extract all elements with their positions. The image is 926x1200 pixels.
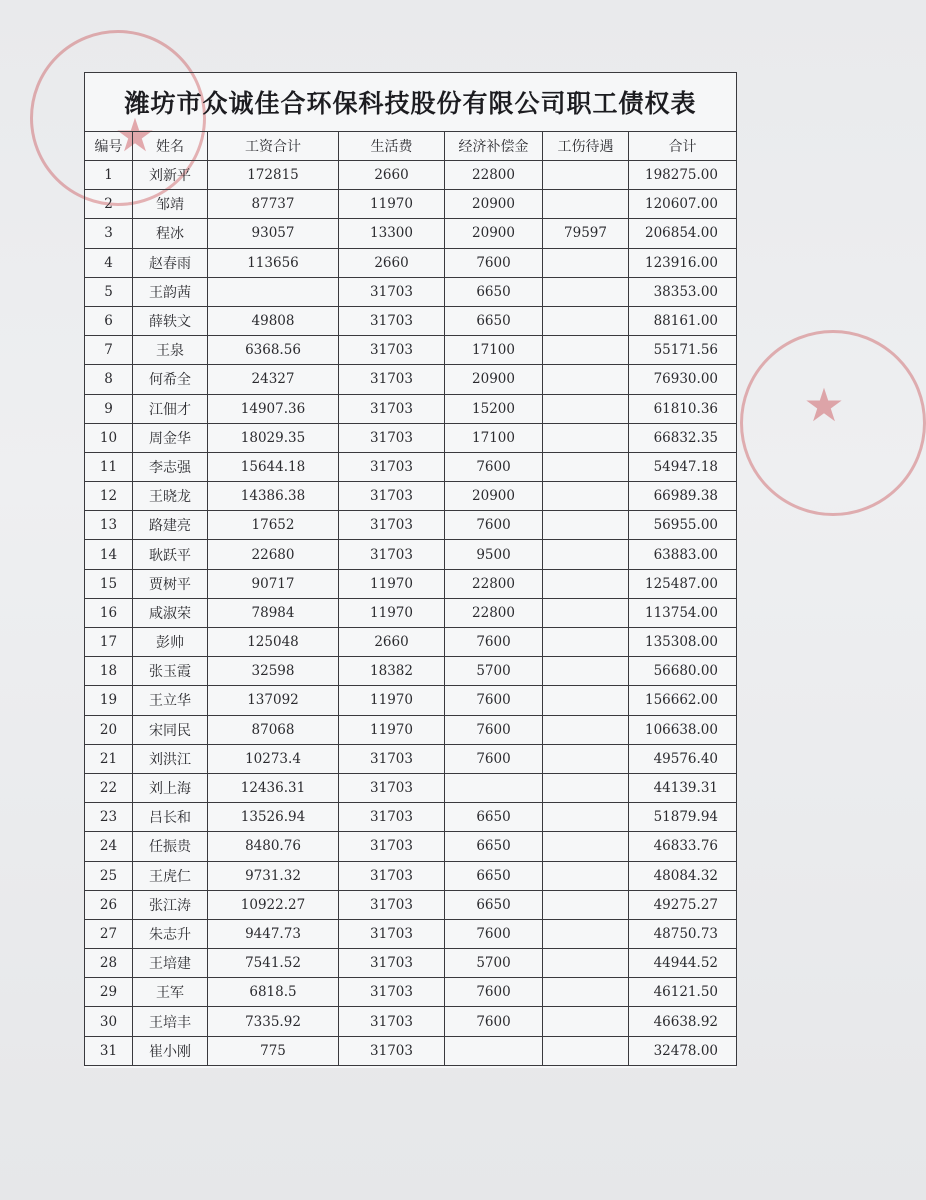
table-row — [85, 1036, 737, 1065]
table-row — [85, 540, 737, 569]
cell-injury — [543, 861, 629, 890]
cell-injury — [543, 686, 629, 715]
cell-living: 31703 — [339, 832, 445, 861]
cell-wage: 7541.52 — [208, 949, 339, 978]
cell-compensation — [445, 773, 543, 802]
cell-compensation: 22800 — [445, 569, 543, 598]
cell-wage: 10273.4 — [208, 744, 339, 773]
cell-wage: 14386.38 — [208, 482, 339, 511]
cell-injury — [543, 569, 629, 598]
table-row — [85, 569, 737, 598]
cell-total: 49275.27 — [629, 890, 737, 919]
cell-no: 25 — [85, 861, 133, 890]
company-seal-right — [740, 330, 926, 516]
cell-wage: 172815 — [208, 161, 339, 190]
cell-name: 崔小刚 — [133, 1036, 208, 1065]
cell-compensation: 7600 — [445, 452, 543, 481]
table-row — [85, 511, 737, 540]
cell-compensation: 22800 — [445, 161, 543, 190]
cell-name: 咸淑荣 — [133, 598, 208, 627]
cell-name: 王虎仁 — [133, 861, 208, 890]
cell-no: 26 — [85, 890, 133, 919]
cell-compensation: 6650 — [445, 306, 543, 335]
cell-no: 11 — [85, 452, 133, 481]
cell-compensation: 22800 — [445, 598, 543, 627]
creditor-table — [84, 72, 737, 1066]
table-row — [85, 832, 737, 861]
table-row — [85, 161, 737, 190]
cell-injury — [543, 248, 629, 277]
cell-injury — [543, 482, 629, 511]
cell-living: 31703 — [339, 1036, 445, 1065]
cell-compensation: 20900 — [445, 190, 543, 219]
cell-no: 2 — [85, 190, 133, 219]
cell-total: 106638.00 — [629, 715, 737, 744]
cell-wage: 24327 — [208, 365, 339, 394]
cell-compensation — [445, 1036, 543, 1065]
cell-injury — [543, 773, 629, 802]
star-icon: ★ — [114, 108, 156, 162]
cell-total: 198275.00 — [629, 161, 737, 190]
table-row — [85, 219, 737, 248]
cell-injury — [543, 657, 629, 686]
table-row — [85, 336, 737, 365]
cell-living: 31703 — [339, 540, 445, 569]
cell-name: 吕长和 — [133, 803, 208, 832]
cell-living: 2660 — [339, 628, 445, 657]
cell-wage: 17652 — [208, 511, 339, 540]
cell-total: 46833.76 — [629, 832, 737, 861]
cell-total: 54947.18 — [629, 452, 737, 481]
cell-living: 31703 — [339, 423, 445, 452]
cell-total: 135308.00 — [629, 628, 737, 657]
cell-compensation: 20900 — [445, 219, 543, 248]
document-title: 潍坊市众诚佳合环保科技股份有限公司职工债权表 — [85, 73, 737, 132]
cell-total: 156662.00 — [629, 686, 737, 715]
cell-no: 6 — [85, 306, 133, 335]
cell-compensation: 7600 — [445, 715, 543, 744]
cell-name: 刘洪江 — [133, 744, 208, 773]
cell-compensation: 7600 — [445, 1007, 543, 1036]
cell-injury — [543, 1007, 629, 1036]
cell-wage: 125048 — [208, 628, 339, 657]
cell-no: 20 — [85, 715, 133, 744]
table-row — [85, 949, 737, 978]
cell-living: 11970 — [339, 598, 445, 627]
cell-wage: 10922.27 — [208, 890, 339, 919]
cell-injury — [543, 161, 629, 190]
cell-no: 31 — [85, 1036, 133, 1065]
cell-name: 张玉霞 — [133, 657, 208, 686]
cell-injury — [543, 277, 629, 306]
cell-total: 88161.00 — [629, 306, 737, 335]
table-row — [85, 744, 737, 773]
header-total: 合计 — [629, 132, 737, 161]
cell-living: 2660 — [339, 248, 445, 277]
table-row — [85, 306, 737, 335]
cell-injury — [543, 190, 629, 219]
table-row — [85, 628, 737, 657]
cell-name: 王立华 — [133, 686, 208, 715]
cell-compensation: 7600 — [445, 919, 543, 948]
table-row — [85, 452, 737, 481]
cell-wage: 18029.35 — [208, 423, 339, 452]
cell-total: 56955.00 — [629, 511, 737, 540]
table-row — [85, 919, 737, 948]
cell-total: 123916.00 — [629, 248, 737, 277]
cell-living: 31703 — [339, 452, 445, 481]
cell-living: 31703 — [339, 773, 445, 802]
cell-injury — [543, 598, 629, 627]
cell-total: 66832.35 — [629, 423, 737, 452]
cell-name: 朱志升 — [133, 919, 208, 948]
cell-name: 彭帅 — [133, 628, 208, 657]
cell-living: 31703 — [339, 1007, 445, 1036]
cell-no: 8 — [85, 365, 133, 394]
cell-no: 21 — [85, 744, 133, 773]
cell-name: 宋同民 — [133, 715, 208, 744]
cell-name: 赵春雨 — [133, 248, 208, 277]
cell-compensation: 6650 — [445, 832, 543, 861]
cell-total: 48084.32 — [629, 861, 737, 890]
cell-living: 31703 — [339, 949, 445, 978]
cell-compensation: 5700 — [445, 657, 543, 686]
cell-injury — [543, 511, 629, 540]
cell-no: 17 — [85, 628, 133, 657]
cell-injury: 79597 — [543, 219, 629, 248]
cell-total: 48750.73 — [629, 919, 737, 948]
cell-wage: 90717 — [208, 569, 339, 598]
cell-total: 49576.40 — [629, 744, 737, 773]
cell-wage: 113656 — [208, 248, 339, 277]
cell-no: 23 — [85, 803, 133, 832]
cell-no: 30 — [85, 1007, 133, 1036]
cell-total: 46638.92 — [629, 1007, 737, 1036]
cell-name: 王泉 — [133, 336, 208, 365]
cell-injury — [543, 628, 629, 657]
cell-wage: 13526.94 — [208, 803, 339, 832]
cell-total: 76930.00 — [629, 365, 737, 394]
cell-no: 7 — [85, 336, 133, 365]
cell-no: 19 — [85, 686, 133, 715]
cell-name: 路建亮 — [133, 511, 208, 540]
cell-injury — [543, 803, 629, 832]
cell-wage: 6818.5 — [208, 978, 339, 1007]
cell-total: 66989.38 — [629, 482, 737, 511]
cell-compensation: 20900 — [445, 365, 543, 394]
cell-injury — [543, 890, 629, 919]
cell-living: 2660 — [339, 161, 445, 190]
cell-total: 44139.31 — [629, 773, 737, 802]
cell-name: 耿跃平 — [133, 540, 208, 569]
cell-wage: 6368.56 — [208, 336, 339, 365]
table-row — [85, 803, 737, 832]
cell-wage: 137092 — [208, 686, 339, 715]
header-wage: 工资合计 — [208, 132, 339, 161]
cell-wage: 7335.92 — [208, 1007, 339, 1036]
cell-living: 31703 — [339, 306, 445, 335]
cell-compensation: 7600 — [445, 511, 543, 540]
header-no: 编号 — [85, 132, 133, 161]
cell-wage: 9447.73 — [208, 919, 339, 948]
cell-wage: 49808 — [208, 306, 339, 335]
header-row — [85, 132, 737, 161]
cell-wage: 93057 — [208, 219, 339, 248]
cell-living: 31703 — [339, 744, 445, 773]
cell-injury — [543, 423, 629, 452]
cell-wage: 87068 — [208, 715, 339, 744]
cell-name: 张江涛 — [133, 890, 208, 919]
cell-living: 31703 — [339, 978, 445, 1007]
cell-injury — [543, 978, 629, 1007]
cell-injury — [543, 715, 629, 744]
table-row — [85, 190, 737, 219]
cell-compensation: 7600 — [445, 744, 543, 773]
cell-wage: 14907.36 — [208, 394, 339, 423]
cell-no: 14 — [85, 540, 133, 569]
cell-wage: 775 — [208, 1036, 339, 1065]
cell-injury — [543, 540, 629, 569]
cell-total: 61810.36 — [629, 394, 737, 423]
cell-no: 9 — [85, 394, 133, 423]
cell-name: 邹靖 — [133, 190, 208, 219]
cell-no: 16 — [85, 598, 133, 627]
table-row — [85, 978, 737, 1007]
cell-no: 13 — [85, 511, 133, 540]
cell-no: 28 — [85, 949, 133, 978]
cell-wage: 32598 — [208, 657, 339, 686]
cell-injury — [543, 336, 629, 365]
cell-name: 王军 — [133, 978, 208, 1007]
cell-wage: 78984 — [208, 598, 339, 627]
cell-injury — [543, 744, 629, 773]
table-row — [85, 423, 737, 452]
cell-total: 38353.00 — [629, 277, 737, 306]
cell-name: 李志强 — [133, 452, 208, 481]
cell-compensation: 20900 — [445, 482, 543, 511]
cell-wage: 8480.76 — [208, 832, 339, 861]
table-row — [85, 277, 737, 306]
cell-compensation: 7600 — [445, 686, 543, 715]
cell-living: 18382 — [339, 657, 445, 686]
cell-total: 206854.00 — [629, 219, 737, 248]
cell-name: 贾树平 — [133, 569, 208, 598]
cell-compensation: 9500 — [445, 540, 543, 569]
cell-total: 56680.00 — [629, 657, 737, 686]
cell-wage: 9731.32 — [208, 861, 339, 890]
cell-total: 32478.00 — [629, 1036, 737, 1065]
cell-no: 27 — [85, 919, 133, 948]
cell-living: 31703 — [339, 803, 445, 832]
table-row — [85, 598, 737, 627]
cell-compensation: 7600 — [445, 628, 543, 657]
cell-no: 12 — [85, 482, 133, 511]
cell-wage: 87737 — [208, 190, 339, 219]
cell-total: 63883.00 — [629, 540, 737, 569]
cell-living: 31703 — [339, 511, 445, 540]
cell-wage: 12436.31 — [208, 773, 339, 802]
cell-total: 125487.00 — [629, 569, 737, 598]
cell-injury — [543, 365, 629, 394]
cell-name: 王晓龙 — [133, 482, 208, 511]
cell-total: 120607.00 — [629, 190, 737, 219]
cell-compensation: 17100 — [445, 336, 543, 365]
cell-no: 1 — [85, 161, 133, 190]
cell-no: 18 — [85, 657, 133, 686]
table-row — [85, 365, 737, 394]
table-row — [85, 861, 737, 890]
cell-compensation: 6650 — [445, 861, 543, 890]
cell-compensation: 5700 — [445, 949, 543, 978]
cell-living: 11970 — [339, 686, 445, 715]
table-row — [85, 248, 737, 277]
cell-living: 31703 — [339, 919, 445, 948]
cell-wage: 15644.18 — [208, 452, 339, 481]
cell-no: 4 — [85, 248, 133, 277]
cell-name: 薛轶文 — [133, 306, 208, 335]
cell-injury — [543, 919, 629, 948]
cell-injury — [543, 949, 629, 978]
cell-name: 程冰 — [133, 219, 208, 248]
cell-living: 31703 — [339, 365, 445, 394]
header-living: 生活费 — [339, 132, 445, 161]
table-row — [85, 482, 737, 511]
table-row — [85, 657, 737, 686]
cell-total: 51879.94 — [629, 803, 737, 832]
cell-name: 何希全 — [133, 365, 208, 394]
cell-total: 44944.52 — [629, 949, 737, 978]
cell-living: 31703 — [339, 890, 445, 919]
cell-living: 31703 — [339, 482, 445, 511]
cell-no: 15 — [85, 569, 133, 598]
table-row — [85, 1007, 737, 1036]
cell-living: 31703 — [339, 861, 445, 890]
table-row — [85, 686, 737, 715]
cell-no: 29 — [85, 978, 133, 1007]
cell-compensation: 6650 — [445, 890, 543, 919]
cell-no: 5 — [85, 277, 133, 306]
cell-name: 王培丰 — [133, 1007, 208, 1036]
cell-compensation: 17100 — [445, 423, 543, 452]
cell-name: 王韵茜 — [133, 277, 208, 306]
cell-no: 24 — [85, 832, 133, 861]
cell-compensation: 7600 — [445, 978, 543, 1007]
cell-no: 3 — [85, 219, 133, 248]
cell-name: 江佃才 — [133, 394, 208, 423]
cell-total: 113754.00 — [629, 598, 737, 627]
header-name: 姓名 — [133, 132, 208, 161]
cell-name: 王培建 — [133, 949, 208, 978]
cell-living: 31703 — [339, 336, 445, 365]
cell-no: 10 — [85, 423, 133, 452]
cell-name: 任振贵 — [133, 832, 208, 861]
cell-injury — [543, 306, 629, 335]
cell-injury — [543, 394, 629, 423]
cell-wage — [208, 277, 339, 306]
header-compensation: 经济补偿金 — [445, 132, 543, 161]
table-row — [85, 890, 737, 919]
cell-name: 周金华 — [133, 423, 208, 452]
star-icon: ★ — [803, 378, 845, 432]
cell-wage: 22680 — [208, 540, 339, 569]
cell-compensation: 6650 — [445, 277, 543, 306]
table-row — [85, 715, 737, 744]
cell-living: 11970 — [339, 190, 445, 219]
cell-name: 刘新平 — [133, 161, 208, 190]
cell-injury — [543, 1036, 629, 1065]
cell-compensation: 6650 — [445, 803, 543, 832]
table-row — [85, 394, 737, 423]
cell-name: 刘上海 — [133, 773, 208, 802]
cell-no: 22 — [85, 773, 133, 802]
cell-total: 55171.56 — [629, 336, 737, 365]
cell-injury — [543, 832, 629, 861]
cell-living: 31703 — [339, 277, 445, 306]
cell-compensation: 7600 — [445, 248, 543, 277]
cell-living: 31703 — [339, 394, 445, 423]
header-injury: 工伤待遇 — [543, 132, 629, 161]
table-row — [85, 773, 737, 802]
cell-injury — [543, 452, 629, 481]
cell-compensation: 15200 — [445, 394, 543, 423]
cell-total: 46121.50 — [629, 978, 737, 1007]
cell-living: 11970 — [339, 715, 445, 744]
cell-living: 13300 — [339, 219, 445, 248]
cell-living: 11970 — [339, 569, 445, 598]
